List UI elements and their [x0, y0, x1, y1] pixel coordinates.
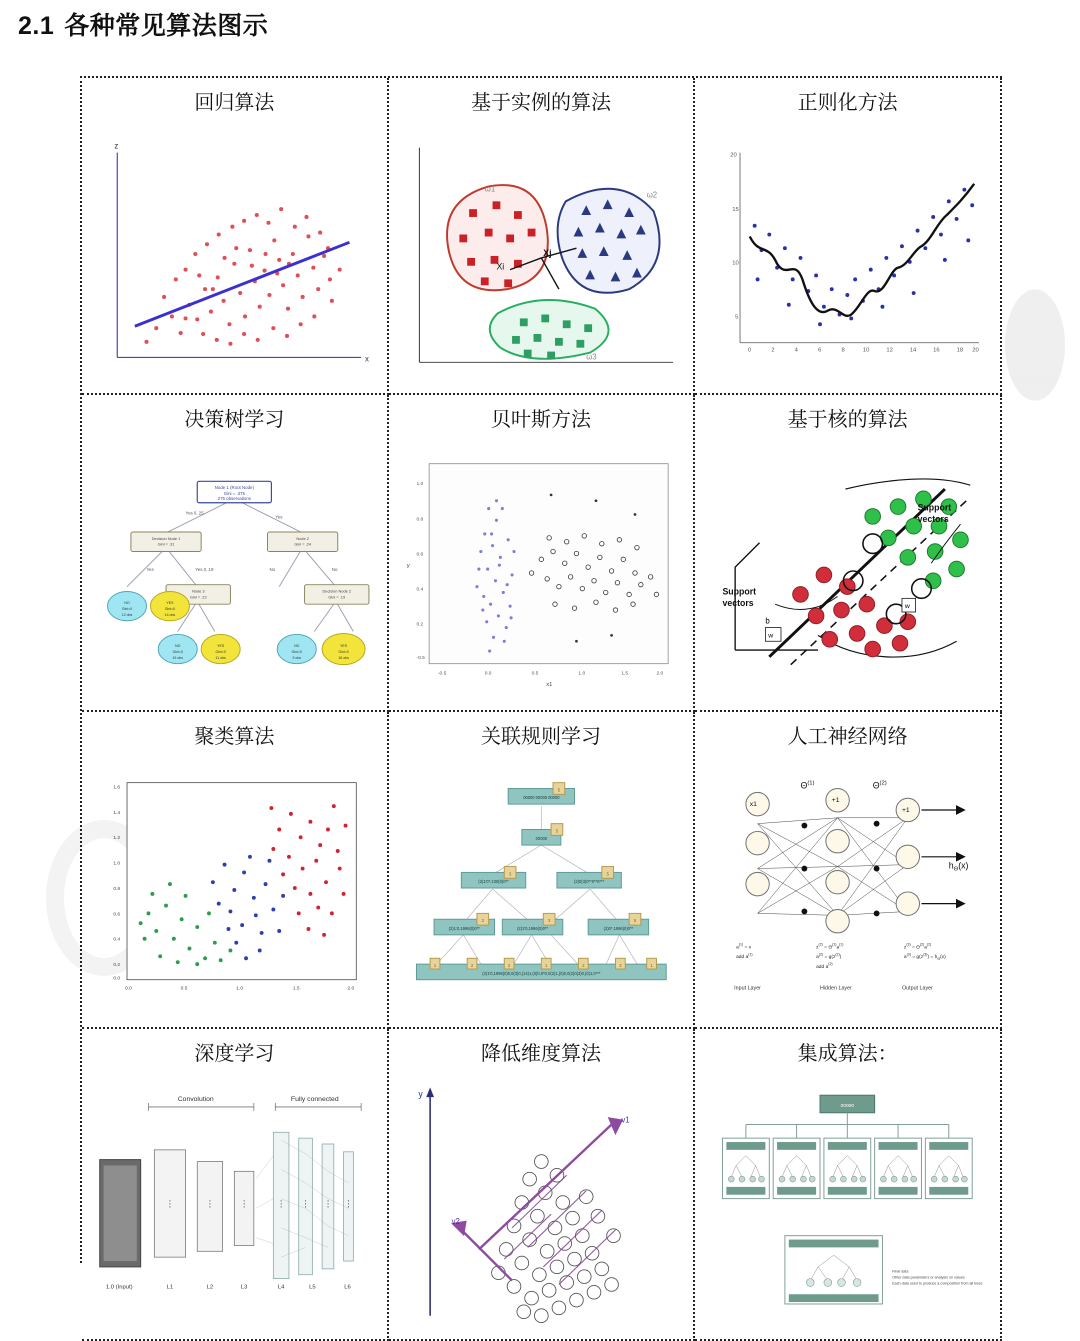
svg-text:(2)1:0,1996(0)0**: (2)1:0,1996(0)0**	[448, 925, 480, 931]
svg-text:(2)1'0,1996(0)0,0(3)0,(14)1,(0: (2)1'0,1996(0)0,0(3)0,(14)1,(0)0,0*0,0(2)1,(0)0,0(2)0(3)0,(0)1,0***	[481, 970, 601, 976]
svg-text:Node 3: Node 3	[191, 588, 205, 594]
svg-text:⋮: ⋮	[301, 1198, 310, 1209]
svg-text:1.2: 1.2	[113, 836, 121, 842]
svg-text:2: 2	[481, 918, 484, 924]
pca-v1-label: v1	[620, 1115, 630, 1125]
svg-text:10: 10	[863, 347, 870, 354]
figure-neural-network-diagram	[695, 755, 1000, 1027]
svg-text:5: 5	[557, 787, 560, 793]
svg-text:10: 10	[732, 260, 740, 267]
svg-text:2: 2	[771, 347, 775, 354]
svg-text:(2)1'0,1996(0)0**: (2)1'0,1996(0)0**	[516, 925, 548, 931]
support-label-2: Support	[722, 586, 757, 597]
convolution-label: Convolution	[177, 1096, 214, 1104]
svg-text:Decision Node 1: Decision Node 1	[151, 535, 181, 541]
cnn-input-label: 1.0 (Input)	[105, 1284, 133, 1291]
svg-text:20: 20	[972, 347, 980, 354]
svg-text:Xi: Xi	[496, 261, 504, 272]
watermark-right	[1000, 280, 1070, 410]
algorithm-figure-grid	[80, 76, 1002, 1291]
svg-text:2: 2	[470, 963, 473, 969]
svg-text:L5: L5	[309, 1284, 316, 1291]
svg-text:14 obs: 14 obs	[164, 612, 176, 617]
svg-text:⋮: ⋮	[344, 1198, 353, 1209]
svg-text:Gini=0: Gini=0	[172, 649, 183, 654]
omega2-label: ω2	[646, 190, 657, 200]
svg-text:1.5: 1.5	[620, 671, 628, 677]
svg-text:0.8: 0.8	[113, 886, 121, 892]
svg-text:w: w	[768, 632, 774, 640]
svg-text:a(2) = g(z(2)): $a^{(2)} = g(z^{(2)})$	[816, 952, 842, 961]
nn-a2: +1	[902, 806, 911, 814]
svg-text:w: w	[905, 603, 911, 611]
svg-text:Gini = .19: Gini = .19	[328, 594, 346, 600]
svg-text:⋮: ⋮	[205, 1198, 215, 1209]
svg-text:5: 5	[735, 314, 739, 321]
svg-text:1.0: 1.0	[416, 482, 423, 488]
figure-instance-based-clusters	[389, 121, 694, 393]
svg-text:⋮: ⋮	[323, 1198, 333, 1209]
svg-text:1: 1	[544, 963, 548, 969]
svg-text:12 obs: 12 obs	[121, 612, 133, 617]
cell-caption: 基于核的算法	[787, 409, 908, 431]
svg-text:00000: 00000	[840, 1103, 855, 1109]
svg-text:0: 0	[748, 347, 752, 354]
svg-text:0.0: 0.0	[125, 986, 132, 992]
svg-text:0.6: 0.6	[113, 912, 121, 918]
svg-text:Gini=0: Gini=0	[164, 607, 176, 612]
svg-text:a(3) = g(z(3)) = hΘ(x): $a^{(3)} = g(z^{(3)}) = h_\Theta(x)$	[904, 952, 947, 962]
svg-text:Gini = .24: Gini = .24	[294, 541, 311, 547]
figure-ensemble-trees	[695, 1072, 1000, 1339]
svg-text:Gini = .31: Gini = .31	[157, 541, 175, 547]
figure-cnn-architecture	[82, 1072, 387, 1339]
svg-text:NO: NO	[294, 644, 300, 649]
svg-text:5: 5	[606, 871, 609, 877]
figure-decision-tree-diagram	[82, 438, 387, 710]
figure-clustering-scatter	[82, 755, 387, 1027]
svg-text:z: z	[114, 141, 119, 151]
svg-text:11 obs: 11 obs	[215, 655, 226, 660]
cell-caption: 贝叶斯方法	[490, 409, 591, 431]
svg-text:1: 1	[433, 963, 436, 969]
svg-text:Yes 0, 25: Yes 0, 25	[185, 510, 204, 516]
omega1-label: ω1	[484, 184, 495, 194]
cell-caption: 聚类算法	[194, 726, 275, 748]
cell-caption: 关联规则学习	[480, 726, 601, 748]
svg-text:-0.5: -0.5	[416, 655, 425, 661]
svg-text:Each data used to produce a co: Each data used to produce a composition from all trees	[892, 1281, 983, 1286]
svg-text:2.0: 2.0	[656, 671, 663, 677]
svg-text:0.4: 0.4	[113, 937, 121, 943]
svg-text:⋮: ⋮	[276, 1198, 286, 1209]
svg-text:2: 2	[507, 963, 511, 969]
svg-text:0.2: 0.2	[416, 622, 423, 628]
figure-regularization-curve-fit	[695, 121, 1000, 393]
cell-caption: 人工神经网络	[787, 726, 908, 748]
grid-cell-instance-based	[389, 78, 696, 395]
svg-text:Gini = .22: Gini = .22	[189, 594, 207, 600]
svg-text:16: 16	[933, 347, 941, 354]
svg-text:NO: NO	[124, 601, 130, 606]
svg-text:12: 12	[886, 347, 894, 354]
output-layer-label: Output Layer	[902, 985, 934, 992]
svg-text:Θ(2): $\Theta^{(2)}$	[873, 780, 888, 791]
grid-cell-bayesian	[389, 395, 696, 712]
svg-text:Gini=0: Gini=0	[215, 649, 226, 654]
svg-text:1.0: 1.0	[578, 671, 585, 677]
svg-text:(2)1'0*,100(0)0**: (2)1'0*,100(0)0**	[478, 879, 509, 885]
svg-text:18: 18	[956, 347, 964, 354]
svg-text:3: 3	[508, 871, 511, 877]
svg-text:19 obs: 19 obs	[172, 655, 184, 660]
nn-x1: x1	[750, 801, 758, 809]
svg-text:(2)0*,1996(0)0**: (2)0*,1996(0)0**	[603, 925, 633, 931]
svg-text:Yes 0, 19: Yes 0, 19	[195, 567, 214, 573]
svg-text:Decision Node 2: Decision Node 2	[322, 588, 352, 594]
input-layer-label: Input Layer	[734, 985, 762, 992]
svg-text:Θ(1): $\Theta^{(1)}$	[800, 780, 815, 791]
svg-text:(2)0(3)0**0**0***: (2)0(3)0**0**0***	[573, 879, 604, 885]
svg-text:0.0: 0.0	[113, 976, 121, 982]
grid-cell-decision-tree	[82, 395, 389, 712]
grid-cell-regression	[82, 78, 389, 395]
svg-text:-0.5: -0.5	[437, 671, 446, 677]
svg-text:Gini=0: Gini=0	[291, 649, 302, 654]
svg-text:8: 8	[841, 347, 846, 354]
grid-cell-neural-network	[695, 712, 1002, 1029]
cell-caption: 集成算法：	[797, 1043, 898, 1065]
svg-text:Gini=0: Gini=0	[338, 649, 349, 654]
pca-y-label: y	[418, 1089, 423, 1100]
section-number: 2.1	[18, 12, 55, 40]
svg-text:L1: L1	[166, 1284, 174, 1291]
svg-text:No: No	[331, 567, 338, 573]
svg-text:L4: L4	[277, 1284, 285, 1291]
svg-text:1.4: 1.4	[113, 810, 121, 816]
svg-text:z(2) = Θ(1)a(1): $z^{(2)} = \Theta^{(1)}a^{(1)}$	[816, 942, 844, 951]
grid-cell-kernel-based	[695, 395, 1002, 712]
page-title	[18, 6, 268, 42]
svg-text:NO: NO	[175, 644, 181, 649]
svg-text:y: y	[406, 563, 410, 570]
svg-text:4: 4	[794, 347, 799, 354]
svg-text:Node 2: Node 2	[296, 535, 309, 541]
svg-text:1.5: 1.5	[292, 986, 300, 992]
cell-caption: 基于实例的算法	[470, 92, 611, 114]
svg-text:⋮: ⋮	[165, 1198, 175, 1209]
svg-text:Other data parameters or analy: Other data parameters or analysis on values	[892, 1275, 966, 1280]
svg-text:275 observations: 275 observations	[217, 495, 251, 501]
support-label: Support	[917, 502, 952, 513]
hidden-layer-label: Hidden Layer	[820, 985, 853, 992]
svg-text:0.5: 0.5	[531, 671, 539, 677]
cell-caption: 回归算法	[194, 92, 275, 114]
svg-text:0.2: 0.2	[113, 963, 121, 969]
svg-text:00000: 00000	[535, 836, 547, 842]
svg-text:0.5: 0.5	[180, 986, 188, 992]
cell-caption: 深度学习	[194, 1043, 275, 1065]
svg-text:add a(2): add $a^{(2)}$	[816, 962, 833, 971]
omega3-label: ω3	[585, 352, 597, 362]
nn-a1: +1	[832, 797, 840, 805]
svg-text:L3: L3	[240, 1284, 248, 1291]
svg-text:20: 20	[730, 152, 738, 159]
svg-text:00000 00000 00000: 00000 00000 00000	[522, 795, 560, 801]
svg-text:Xj: Xj	[542, 247, 552, 258]
svg-text:5: 5	[555, 828, 558, 834]
svg-text:x1: x1	[545, 682, 553, 689]
svg-text:1.6: 1.6	[113, 785, 121, 791]
svg-text:b: b	[765, 616, 771, 626]
section-title: 各种常见算法图示	[64, 12, 269, 40]
figure-scatter-with-regression-line	[82, 121, 387, 393]
fully-connected-label: Fully connected	[290, 1096, 339, 1104]
svg-text:3: 3	[618, 963, 622, 969]
svg-text:0.6: 0.6	[416, 552, 423, 558]
svg-text:Yes: Yes	[275, 514, 283, 520]
svg-text:9 obs: 9 obs	[292, 655, 302, 660]
svg-text:Gini = .375: Gini = .375	[223, 490, 245, 496]
grid-cell-deep-learning	[82, 1029, 389, 1341]
svg-text:1: 1	[650, 963, 653, 969]
svg-text:1.0: 1.0	[113, 861, 121, 867]
grid-cell-clustering	[82, 712, 389, 1029]
svg-text:14: 14	[910, 347, 917, 354]
grid-cell-regularization	[695, 78, 1002, 395]
grid-cell-association-rules	[389, 712, 696, 1029]
svg-text:6: 6	[818, 347, 822, 354]
cell-caption: 正则化方法	[797, 92, 898, 114]
svg-text:z(3) = Θ(2)a(2): $z^{(3)} = \Theta^{(2)}a^{(2)}$	[904, 942, 932, 951]
svg-text:No: No	[269, 567, 276, 573]
svg-text:0.4: 0.4	[416, 587, 423, 593]
svg-text:L2: L2	[206, 1284, 214, 1291]
svg-text:YES: YES	[340, 644, 348, 649]
svg-text:Node 1 (Root Node): Node 1 (Root Node)	[214, 485, 254, 491]
ensemble-note: Final data	[892, 1269, 909, 1274]
svg-text:0.8: 0.8	[416, 517, 423, 523]
svg-text:15: 15	[732, 207, 740, 214]
svg-text:x: x	[365, 354, 369, 364]
grid-cell-ensemble	[695, 1029, 1002, 1341]
grid-cell-dimensionality-reduction	[389, 1029, 696, 1341]
cell-caption: 降低维度算法	[480, 1043, 601, 1065]
pca-v2-label: v2	[451, 1216, 460, 1226]
figure-association-rules-lattice	[389, 755, 694, 1027]
figure-svm-support-vectors	[695, 438, 1000, 710]
svg-text:3: 3	[547, 918, 551, 924]
figure-pca-projection	[389, 1072, 694, 1339]
svg-text:2: 2	[581, 963, 585, 969]
svg-text:Gini=0: Gini=0	[121, 607, 133, 612]
figure-bayesian-scatter	[389, 438, 694, 710]
nn-output: $h_\Theta(x)$	[949, 860, 969, 873]
svg-text:Yes: Yes	[146, 567, 154, 573]
cell-caption: 决策树学习	[184, 409, 285, 431]
svg-text:⋮: ⋮	[239, 1198, 249, 1209]
svg-text:1.0: 1.0	[236, 986, 244, 992]
svg-text:5: 5	[633, 918, 636, 924]
vectors-label: vectors	[917, 514, 950, 525]
svg-text:YES: YES	[217, 644, 225, 649]
svg-text:add a(1): add $a^{(1)}$	[736, 952, 753, 961]
svg-text:YES: YES	[166, 601, 174, 606]
svg-text:2.0: 2.0	[347, 986, 355, 992]
svg-text:L6: L6	[344, 1284, 351, 1291]
svg-text:0.0: 0.0	[484, 671, 492, 677]
svg-text:16 obs: 16 obs	[338, 655, 349, 660]
svg-text:a(1) = x: $a^{(1)} = x$	[736, 942, 752, 951]
vectors-label-2: vectors	[722, 598, 754, 609]
